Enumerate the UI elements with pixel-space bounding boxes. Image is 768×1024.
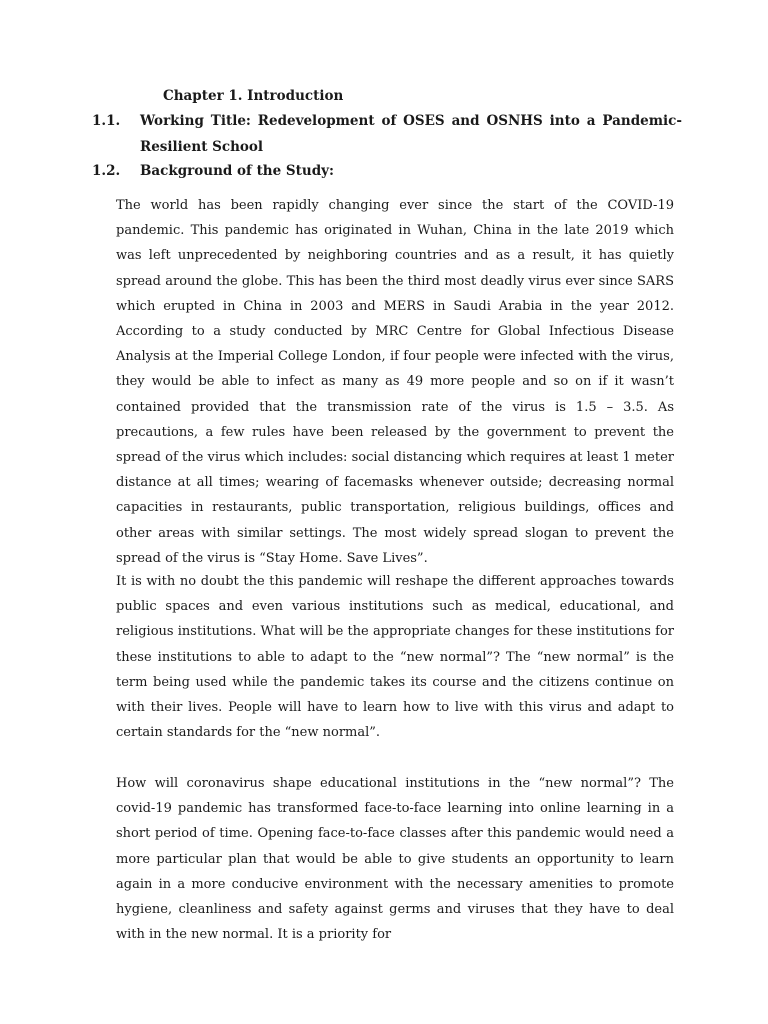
body-paragraph: How will coronavirus shape educational institutions in the “new normal”? The covid-19 pandemic has transformed face-to-face learning into online learning in a short period of time. Opening face-to-face classes after this pandemic would need a more particular plan that would be able to give students an opportunity to learn again in a more conducive environment with the necessary amenities to promote hygiene, cleanliness and safety against germs and viruses that they have to deal with in the new normal. It is a priority for [116, 776, 674, 943]
body-paragraph: The world has been rapidly changing ever since the start of the COVID-19 pandemic. This pandemic has originated in Wuhan, China in the late 2019 which was left unprecedented by neighboring countries and as a result, it has quietly spread around the globe. This has been the third most deadly virus ever since SARS which erupted in China in 2003 and MERS in Saudi Arabia in the year 2012. According to a study conducted by MRC Centre for Global Infectious Disease Analysis at the Imperial College London, if four people were infected with the virus, they would be able to infect as many as 49 more people and so on if it wasn’t contained provided that the transmission rate of the virus is 1.5 – 3.5. As precautions, a few rules have been released by the government to prevent the spread of the virus which includes: social distancing which requires at least 1 meter distance at all times; wearing of facemasks whenever outside; decreasing normal capacities in restaurants, public transportation, religious buildings, offices and other areas with similar settings. The most widely spread slogan to prevent the spread of the virus is “Stay Home. Save Lives”. [116, 198, 674, 566]
chapter-title: Chapter 1. Introduction [163, 88, 344, 104]
section-number: 1.1. [92, 113, 121, 129]
body-paragraph: It is with no doubt the this pandemic will reshape the different approaches towards public spaces and even various institutions such as medical, educational, and religious institutions. What will be the appropriate changes for these institutions for these institutions to able to adapt to the “new normal”? The “new normal” is the term being used while the pandemic takes its course and the citizens continue on with their lives. People will have to learn how to live with this virus and adapt to certain standards for the “new normal”. [116, 574, 674, 741]
section-heading-background [92, 158, 682, 184]
section-title: Background of the Study: [140, 163, 334, 179]
section-title: Working Title: Redevelopment of OSES and OSNHS into a Pandemic-Resilient School [140, 113, 682, 155]
section-number: 1.2. [92, 163, 121, 179]
section-heading-working-title [92, 108, 682, 160]
